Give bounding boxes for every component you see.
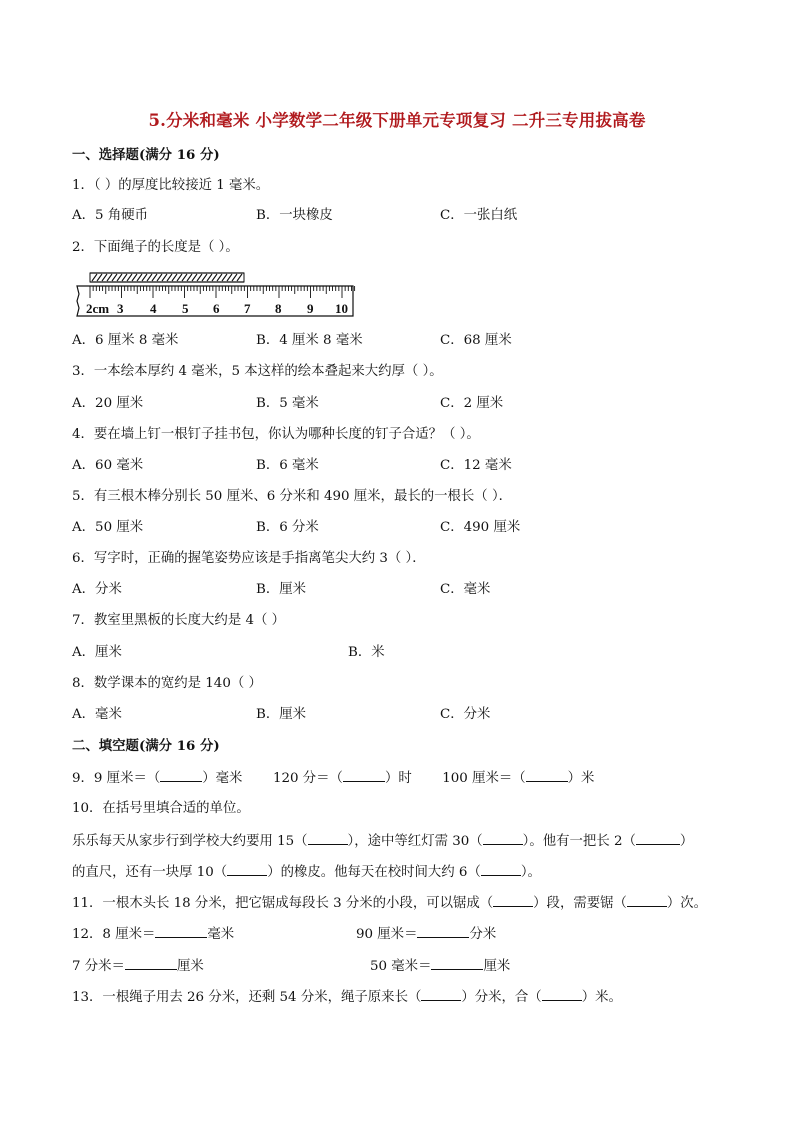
section-heading-fill: 二、填空题(满分 16 分) xyxy=(72,738,220,754)
answer-blank[interactable] xyxy=(526,767,568,782)
q8-option-a: A．毫米 xyxy=(72,707,122,722)
question-10-line-2: 的直尺，还有一块厚 10（ ）的橡皮。他每天在校时间大约 6（ ）。 xyxy=(72,861,541,883)
answer-blank[interactable] xyxy=(421,986,461,1001)
answer-blank[interactable] xyxy=(308,830,348,845)
question-9: 9．9 厘米＝（ ）毫米 120 分＝（ ）时 100 厘米＝（ ）米 xyxy=(72,767,594,789)
question-2: 2．下面绳子的长度是（ ）。 xyxy=(72,240,239,255)
answer-blank[interactable] xyxy=(481,861,521,876)
answer-blank[interactable] xyxy=(343,767,385,782)
q5-option-c: C．490 厘米 xyxy=(440,520,521,535)
q5-option-b: B．6 分米 xyxy=(256,520,319,535)
answer-blank[interactable] xyxy=(125,955,177,970)
question-1: 1．（ ）的厚度比较接近 1 毫米。 xyxy=(72,178,270,193)
q2-option-a: A．6 厘米 8 毫米 xyxy=(72,333,179,348)
ruler-label-10: 10 xyxy=(335,301,348,316)
q3-option-a: A．20 厘米 xyxy=(72,396,144,411)
ruler-label-6: 6 xyxy=(213,301,220,316)
answer-blank[interactable] xyxy=(155,923,207,938)
ruler-label-7: 7 xyxy=(244,301,251,316)
q1-option-b: B．一块橡皮 xyxy=(256,208,333,223)
question-10-line-1: 乐乐每天从家步行到学校大约要用 15（ ），途中等红灯需 30（ ）。他有一把长 2（ ） xyxy=(72,830,693,852)
q3-option-c: C．2 厘米 xyxy=(440,396,504,411)
question-12-b: 90 厘米＝ 分米 xyxy=(356,923,496,945)
question-3: 3．一本绘本厚约 4 毫米，5 本这样的绘本叠起来大约厚（ ）。 xyxy=(72,364,443,379)
q3-option-b: B．5 毫米 xyxy=(256,396,319,411)
ruler-label-4: 4 xyxy=(150,301,157,316)
q4-option-b: B．6 毫米 xyxy=(256,458,319,473)
page-title: 5.分米和毫米 小学数学二年级下册单元专项复习 二升三专用拔高卷 xyxy=(148,111,646,130)
ruler-label-5: 5 xyxy=(182,301,189,316)
ruler-label-9: 9 xyxy=(307,301,314,316)
answer-blank[interactable] xyxy=(417,923,469,938)
question-12-d: 50 毫米＝ 厘米 xyxy=(370,955,510,977)
q1-option-a: A．5 角硬币 xyxy=(72,208,149,223)
ruler-with-rope-figure xyxy=(74,270,356,320)
question-6: 6．写字时，正确的握笔姿势应该是手指离笔尖大约 3（ ）． xyxy=(72,551,426,566)
q2-option-b: B．4 厘米 8 毫米 xyxy=(256,333,363,348)
question-12-c: 7 分米＝ 厘米 xyxy=(72,955,204,977)
q6-option-b: B．厘米 xyxy=(256,582,307,597)
q1-option-c: C．一张白纸 xyxy=(440,208,518,223)
q6-option-a: A．分米 xyxy=(72,582,122,597)
answer-blank[interactable] xyxy=(227,861,267,876)
rope xyxy=(90,273,244,282)
q7-option-b: B．米 xyxy=(348,645,385,660)
answer-blank[interactable] xyxy=(493,892,533,907)
answer-blank[interactable] xyxy=(483,830,523,845)
q6-option-c: C．毫米 xyxy=(440,582,491,597)
question-4: 4．要在墙上钉一根钉子挂书包，你认为哪种长度的钉子合适？（ ）。 xyxy=(72,427,480,442)
question-7: 7．教室里黑板的长度大约是 4（ ） xyxy=(72,613,286,628)
answer-blank[interactable] xyxy=(636,830,680,845)
ruler-label-2cm: 2cm xyxy=(86,301,110,316)
q5-option-a: A．50 厘米 xyxy=(72,520,144,535)
ruler-label-3: 3 xyxy=(117,301,124,316)
question-10: 10．在括号里填合适的单位。 xyxy=(72,801,250,816)
q8-option-b: B．厘米 xyxy=(256,707,307,722)
ruler-label-8: 8 xyxy=(275,301,282,316)
question-12-a: 12．8 厘米＝ 毫米 xyxy=(72,923,234,945)
q7-option-a: A．厘米 xyxy=(72,645,122,660)
answer-blank[interactable] xyxy=(627,892,667,907)
q2-option-c: C．68 厘米 xyxy=(440,333,512,348)
answer-blank[interactable] xyxy=(431,955,483,970)
q8-option-c: C．分米 xyxy=(440,707,491,722)
question-8: 8．数学课本的宽约是 140（ ） xyxy=(72,676,262,691)
q4-option-a: A．60 毫米 xyxy=(72,458,144,473)
answer-blank[interactable] xyxy=(160,767,202,782)
question-11: 11．一根木头长 18 分米，把它锯成每段长 3 分米的小段，可以锯成（ ）段，需要锯（ ）次。 xyxy=(72,892,707,914)
q4-option-c: C．12 毫米 xyxy=(440,458,512,473)
answer-blank[interactable] xyxy=(542,986,582,1001)
question-5: 5．有三根木棒分别长 50 厘米、6 分米和 490 厘米，最长的一根长（ ）． xyxy=(72,489,513,504)
question-13: 13．一根绳子用去 26 分米，还剩 54 分米，绳子原来长（ ）分米，合（ ）米。 xyxy=(72,986,622,1008)
section-heading-choice: 一、选择题(满分 16 分) xyxy=(72,147,220,163)
